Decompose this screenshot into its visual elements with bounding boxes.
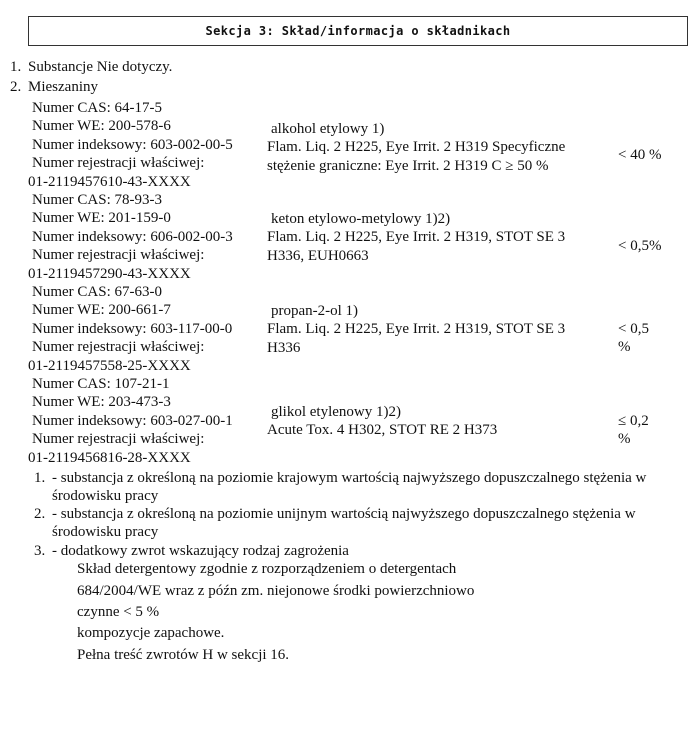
component-name: propan-2-ol 1) bbox=[271, 303, 359, 319]
we-number: Numer WE: 200-578-6 bbox=[32, 118, 171, 135]
concentration-value: < 40 % bbox=[618, 147, 662, 163]
item-number: 2. bbox=[10, 79, 22, 95]
footnote bbox=[34, 505, 674, 541]
detergent-composition-line: Skład detergentowy zgodnie z rozporządzeniem o detergentach bbox=[77, 561, 457, 577]
component-classification bbox=[267, 302, 607, 357]
section-title: Sekcja 3: Skład/informacja o składnikach bbox=[205, 24, 511, 38]
index-number: Numer indeksowy: 603-117-00-0 bbox=[32, 320, 233, 337]
component-name: alkohol etylowy 1) bbox=[271, 121, 385, 137]
concentration-unit: % bbox=[618, 339, 631, 355]
we-number: Numer WE: 201-159-0 bbox=[32, 210, 171, 227]
cas-number: Numer CAS: 107-21-1 bbox=[32, 376, 170, 392]
we-number: Numer WE: 203-473-3 bbox=[32, 394, 171, 411]
concentration-value: < 0,5 bbox=[618, 321, 649, 337]
item-number: 1. bbox=[10, 59, 22, 75]
section-header bbox=[28, 16, 688, 46]
footnote-text: - substancja z określoną na poziomie krajowym wartością najwyższego dopuszczalnego stężenia w środowisku pracy bbox=[52, 470, 647, 504]
item-mixtures: Mieszaniny bbox=[28, 79, 98, 95]
registration-label: Numer rejestracji właściwej: bbox=[32, 431, 205, 448]
footnote-number: 1. bbox=[34, 470, 46, 486]
concentration-value: < 0,5% bbox=[618, 238, 662, 254]
classification-line: H336 bbox=[267, 339, 301, 356]
classification-line: Flam. Liq. 2 H225, Eye Irrit. 2 H319, STOT SE 3 bbox=[267, 229, 566, 246]
registration-label: Numer rejestracji właściwej: bbox=[32, 155, 205, 172]
we-number: Numer WE: 200-661-7 bbox=[32, 302, 171, 319]
index-number: Numer indeksowy: 603-002-00-5 bbox=[32, 136, 233, 153]
component-identifiers bbox=[28, 375, 263, 467]
component-identifiers bbox=[28, 191, 263, 283]
classification-line: Flam. Liq. 2 H225, Eye Irrit. 2 H319, STOT SE 3 bbox=[267, 321, 566, 338]
cas-number: Numer CAS: 67-63-0 bbox=[32, 284, 162, 300]
concentration bbox=[618, 237, 688, 255]
registration-number: 01-2119457558-25-XXXX bbox=[28, 357, 191, 374]
classification-line: Flam. Liq. 2 H225, Eye Irrit. 2 H319 Specyficzne bbox=[267, 139, 566, 156]
concentration bbox=[618, 320, 688, 356]
item-substances: Substancje Nie dotyczy. bbox=[28, 59, 173, 75]
footnote-number: 3. bbox=[34, 543, 46, 559]
footnote bbox=[34, 469, 674, 505]
component-name: keton etylowo-metylowy 1)2) bbox=[271, 211, 451, 227]
cas-number: Numer CAS: 78-93-3 bbox=[32, 192, 162, 208]
detergent-composition-line: 684/2004/WE wraz z późn zm. niejonowe środki powierzchniowo bbox=[77, 583, 475, 599]
registration-label: Numer rejestracji właściwej: bbox=[32, 247, 205, 264]
component-name: glikol etylenowy 1)2) bbox=[271, 404, 401, 420]
component-classification bbox=[267, 210, 607, 265]
h-statements-reference: Pełna treść zwrotów H w sekcji 16. bbox=[77, 647, 290, 663]
registration-label: Numer rejestracji właściwej: bbox=[32, 339, 205, 356]
footnote-text: - dodatkowy zwrot wskazujący rodzaj zagrożenia bbox=[52, 543, 349, 559]
concentration bbox=[618, 146, 688, 164]
concentration-unit: % bbox=[618, 431, 631, 447]
footnote-number: 2. bbox=[34, 506, 46, 522]
component-classification bbox=[267, 403, 607, 458]
component-classification bbox=[267, 120, 607, 175]
detergent-composition-line: czynne < 5 % bbox=[77, 604, 160, 620]
registration-number: 01-2119456816-28-XXXX bbox=[28, 449, 191, 466]
classification-line: stężenie graniczne: Eye Irrit. 2 H319 C ≥ 50 % bbox=[267, 157, 549, 174]
concentration bbox=[618, 412, 688, 448]
index-number: Numer indeksowy: 603-027-00-1 bbox=[32, 412, 233, 429]
fragrance-line: kompozycje zapachowe. bbox=[77, 625, 225, 641]
footnote-text: - substancja z określoną na poziomie unijnym wartością najwyższego dopuszczalnego stężenia w środowisku pracy bbox=[52, 506, 636, 540]
footnote bbox=[34, 542, 674, 560]
cas-number: Numer CAS: 64-17-5 bbox=[32, 100, 162, 116]
index-number: Numer indeksowy: 606-002-00-3 bbox=[32, 228, 233, 245]
concentration-value: ≤ 0,2 bbox=[618, 413, 649, 429]
component-identifiers bbox=[28, 99, 263, 191]
classification-line bbox=[267, 440, 607, 458]
component-identifiers bbox=[28, 283, 263, 375]
registration-number: 01-2119457290-43-XXXX bbox=[28, 265, 191, 282]
classification-line: Acute Tox. 4 H302, STOT RE 2 H373 bbox=[267, 422, 498, 439]
classification-line: H336, EUH0663 bbox=[267, 247, 369, 264]
registration-number: 01-2119457610-43-XXXX bbox=[28, 173, 191, 190]
